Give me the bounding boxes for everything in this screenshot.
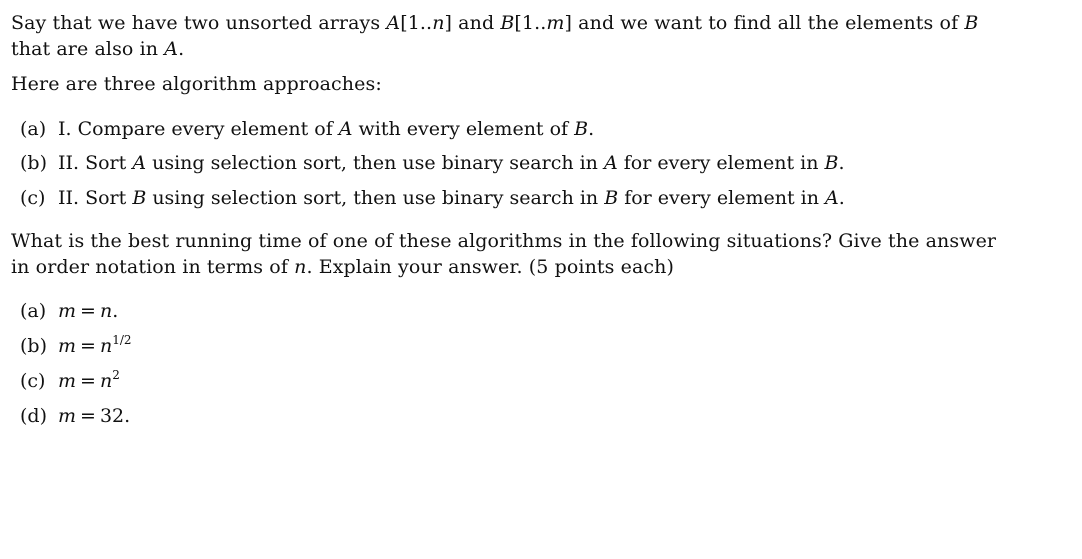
- item-label: (b): [20, 152, 47, 174]
- var-n: n: [99, 300, 113, 322]
- var-m: m: [58, 335, 77, 357]
- var: A: [824, 187, 839, 209]
- intro-paragraph: [11, 10, 1011, 62]
- var-m: m: [58, 370, 77, 392]
- item-label: (c): [20, 187, 46, 209]
- var: B: [132, 187, 147, 209]
- situation-item: [20, 403, 130, 429]
- item-text: with every element of: [352, 118, 575, 140]
- period: .: [124, 405, 131, 427]
- intro-text: Say that we have two unsorted arrays: [11, 12, 387, 34]
- var-m: m: [58, 405, 77, 427]
- index-close: ]: [564, 12, 573, 34]
- exponent: 2: [112, 368, 120, 382]
- item-text: for every element in: [618, 187, 825, 209]
- var-n: n: [99, 335, 113, 357]
- equals-sign: =: [80, 370, 96, 392]
- equals-sign: =: [80, 335, 96, 357]
- var-n: n: [432, 12, 445, 34]
- item-label: (b): [20, 335, 47, 357]
- var-m: m: [58, 300, 77, 322]
- exponent: 1/2: [112, 333, 132, 347]
- item-label: (c): [20, 370, 46, 392]
- var-B: B: [500, 12, 515, 34]
- var-m: m: [546, 12, 565, 34]
- item-label: (a): [20, 118, 47, 140]
- situation-item: [20, 368, 120, 394]
- var-B: B: [964, 12, 979, 34]
- approach-item: [20, 185, 845, 211]
- item-text: II. Sort: [58, 152, 133, 174]
- question-text: . Explain your answer. (5 points each): [306, 256, 675, 278]
- item-label: (a): [20, 300, 47, 322]
- var-A: A: [386, 12, 401, 34]
- intro-text: and we want to find all the elements of: [572, 12, 965, 34]
- var: B: [574, 118, 589, 140]
- number-value: 32: [99, 405, 125, 427]
- period: .: [178, 38, 185, 60]
- situation-item: [20, 333, 132, 359]
- item-text: for every element in: [617, 152, 825, 174]
- var: B: [824, 152, 839, 174]
- period: .: [588, 118, 595, 140]
- question-paragraph: [11, 228, 1011, 280]
- question-text: What is the best running time of one of these algorithms in the following situations? Give the answer: [11, 230, 997, 252]
- period: .: [838, 187, 845, 209]
- approach-item: [20, 116, 594, 142]
- item-text: I. Compare every element of: [58, 118, 339, 140]
- index-open: [1..: [400, 12, 433, 34]
- item-text: using selection sort, then use binary search in: [146, 187, 605, 209]
- var-n: n: [294, 256, 307, 278]
- item-text: using selection sort, then use binary search in: [146, 152, 604, 174]
- intro-and: and: [452, 12, 501, 34]
- var: A: [132, 152, 147, 174]
- index-open: [1..: [514, 12, 547, 34]
- index-close: ]: [444, 12, 453, 34]
- approaches-heading: Here are three algorithm approaches:: [11, 73, 382, 95]
- situation-item: [20, 298, 118, 324]
- var: B: [604, 187, 619, 209]
- var: A: [603, 152, 618, 174]
- intro-text: that are also in: [11, 38, 165, 60]
- item-text: II. Sort: [58, 187, 133, 209]
- var-A: A: [164, 38, 179, 60]
- var-n: n: [99, 370, 113, 392]
- var: A: [338, 118, 353, 140]
- item-label: (d): [20, 405, 47, 427]
- period: .: [838, 152, 845, 174]
- question-text: in order notation in terms of: [11, 256, 295, 278]
- approach-item: [20, 150, 845, 176]
- equals-sign: =: [80, 405, 96, 427]
- equals-sign: =: [80, 300, 96, 322]
- period: .: [112, 300, 119, 322]
